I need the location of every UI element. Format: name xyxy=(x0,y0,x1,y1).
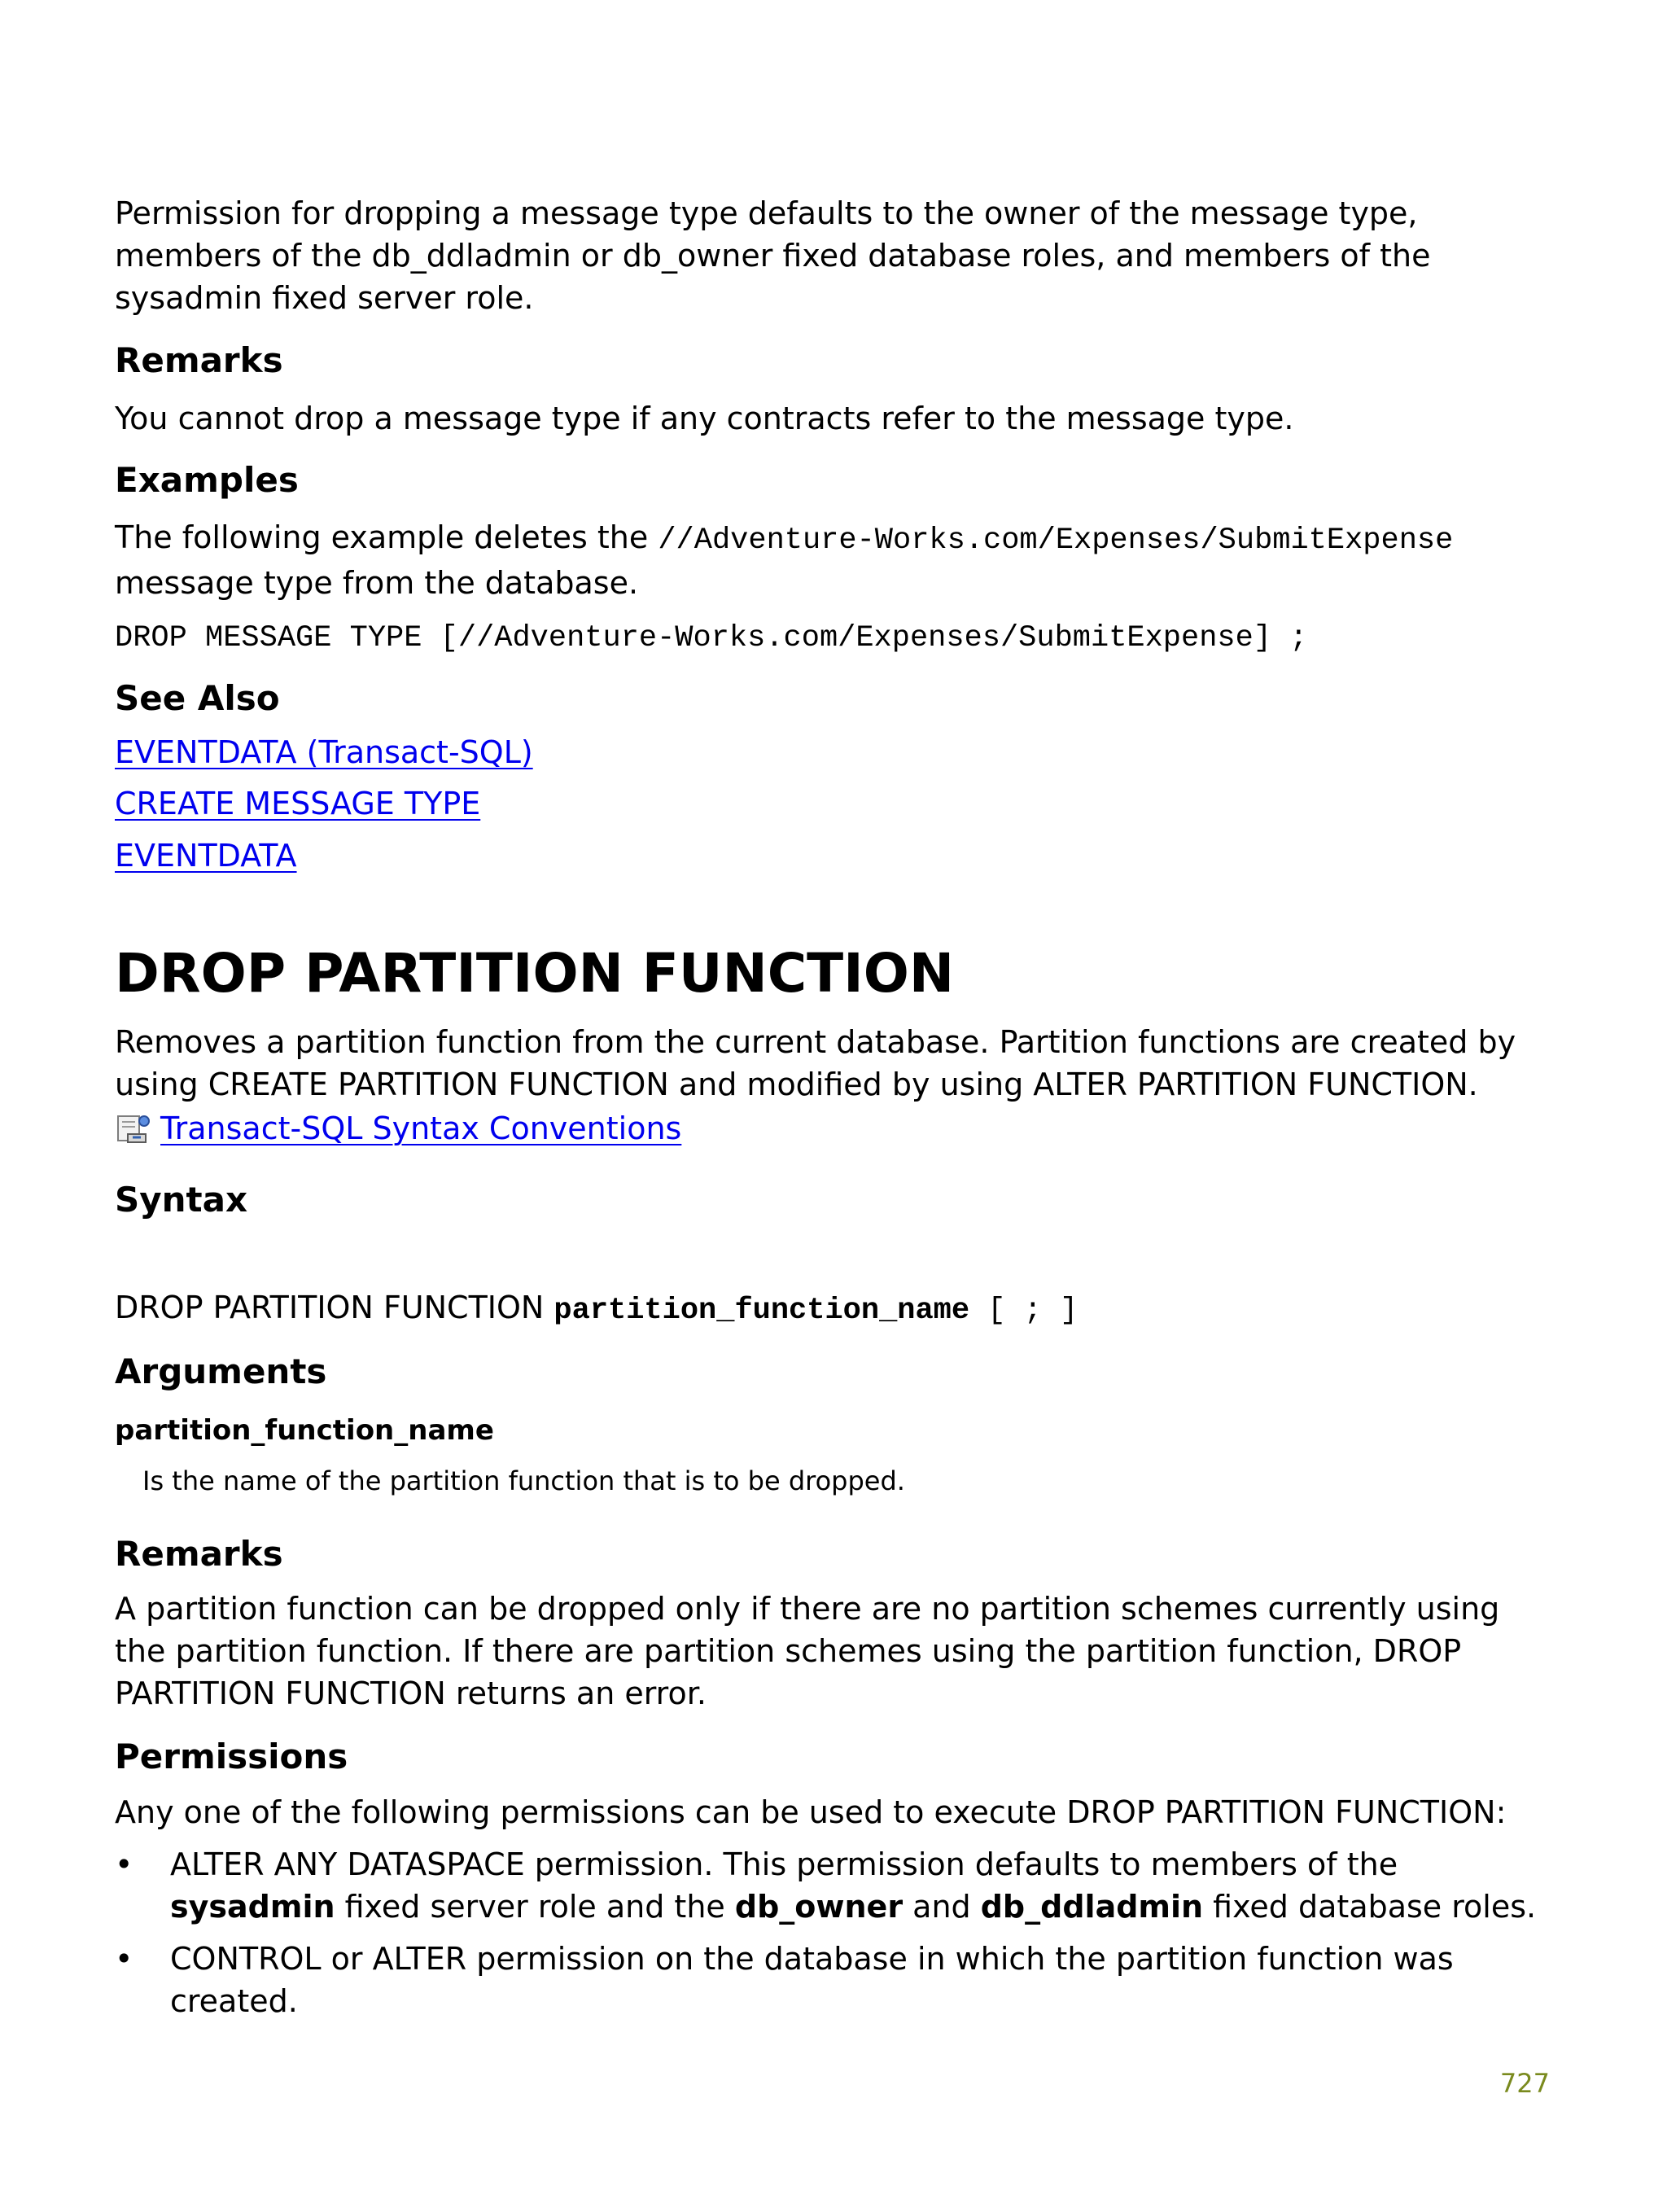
transact-sql-syntax-conventions-link[interactable]: Transact-SQL Syntax Conventions xyxy=(160,1110,682,1146)
bullet1-db-owner: db_owner xyxy=(734,1889,904,1925)
example-code-block: DROP MESSAGE TYPE [//Adventure-Works.com/Expenses/SubmitExpense] ; xyxy=(115,621,1308,655)
bullet1-db-ddladmin: db_ddladmin xyxy=(980,1889,1204,1925)
create-message-type-link[interactable]: CREATE MESSAGE TYPE xyxy=(115,786,481,821)
remarks-heading-2: Remarks xyxy=(115,1534,283,1574)
intro-permission-paragraph: Permission for dropping a message type defaults to the owner of the message type, members of the db_ddladmin or db_owner fixed database roles, and members of the sysadmin fixed server role. xyxy=(115,195,1431,316)
example-suffix: message type from the database. xyxy=(115,565,639,601)
bullet-text-2: CONTROL or ALTER permission on the database in which the partition function was created. xyxy=(170,1941,1454,2019)
see-also-link-2[interactable] xyxy=(115,782,480,825)
example-paragraph xyxy=(115,516,1555,604)
page-number: 727 xyxy=(1499,2068,1550,2099)
bullet1-part1: ALTER ANY DATASPACE permission. This permission defaults to members of the xyxy=(170,1846,1398,1882)
function-description: Removes a partition function from the current database. Partition functions are created by using CREATE PARTITION FUNCTION and modified by using ALTER PARTITION FUNCTION. xyxy=(115,1024,1516,1102)
syntax-keywords: DROP PARTITION FUNCTION xyxy=(115,1290,554,1325)
example-inline-code: //Adventure-Works.com/Expenses/SubmitExpense xyxy=(658,523,1454,558)
syntax-link-icon xyxy=(115,1110,151,1145)
syntax-terminator: [ ; ] xyxy=(969,1294,1079,1328)
bullet1-part3: and xyxy=(903,1889,981,1925)
bullet1-part4: fixed database roles. xyxy=(1203,1889,1537,1925)
bullet1-sysadmin: sysadmin xyxy=(170,1889,335,1925)
syntax-argument: partition_function_name xyxy=(553,1294,970,1328)
permission-bullet-2 xyxy=(115,1938,1555,2022)
see-also-link-3[interactable] xyxy=(115,834,297,877)
arguments-heading: Arguments xyxy=(115,1351,327,1391)
bullet1-part2: fixed server role and the xyxy=(335,1889,735,1925)
bullet-marker: • xyxy=(115,1846,133,1882)
permissions-heading: Permissions xyxy=(115,1737,348,1776)
page-title: DROP PARTITION FUNCTION xyxy=(115,942,955,1005)
remarks-heading: Remarks xyxy=(115,340,283,380)
bullet-marker: • xyxy=(115,1941,133,1977)
example-prefix: The following example deletes the xyxy=(115,519,658,555)
syntax-statement xyxy=(115,1286,1078,1332)
see-also-heading: See Also xyxy=(115,678,280,718)
bullet-text-1 xyxy=(170,1843,1555,1928)
argument-name: partition_function_name xyxy=(115,1414,494,1447)
eventdata-link[interactable]: EVENTDATA xyxy=(115,838,297,874)
eventdata-transact-sql-link[interactable]: EVENTDATA (Transact-SQL) xyxy=(115,734,533,770)
examples-heading: Examples xyxy=(115,460,299,500)
remarks-text: You cannot drop a message type if any contracts refer to the message type. xyxy=(115,401,1294,436)
permissions-intro: Any one of the following permissions can be used to execute DROP PARTITION FUNCTION: xyxy=(115,1794,1507,1830)
syntax-conventions-row[interactable] xyxy=(115,1107,681,1150)
argument-description: Is the name of the partition function that is to be dropped. xyxy=(142,1465,905,1496)
syntax-heading: Syntax xyxy=(115,1180,248,1220)
remarks-text-2: A partition function can be dropped only if there are no partition schemes currently using the partition function. If there are partition schemes using the partition function, DROP PARTITION FUNCTION returns an error. xyxy=(115,1591,1500,1711)
see-also-link-1[interactable] xyxy=(115,731,533,773)
permission-bullet-1 xyxy=(115,1843,1555,1928)
